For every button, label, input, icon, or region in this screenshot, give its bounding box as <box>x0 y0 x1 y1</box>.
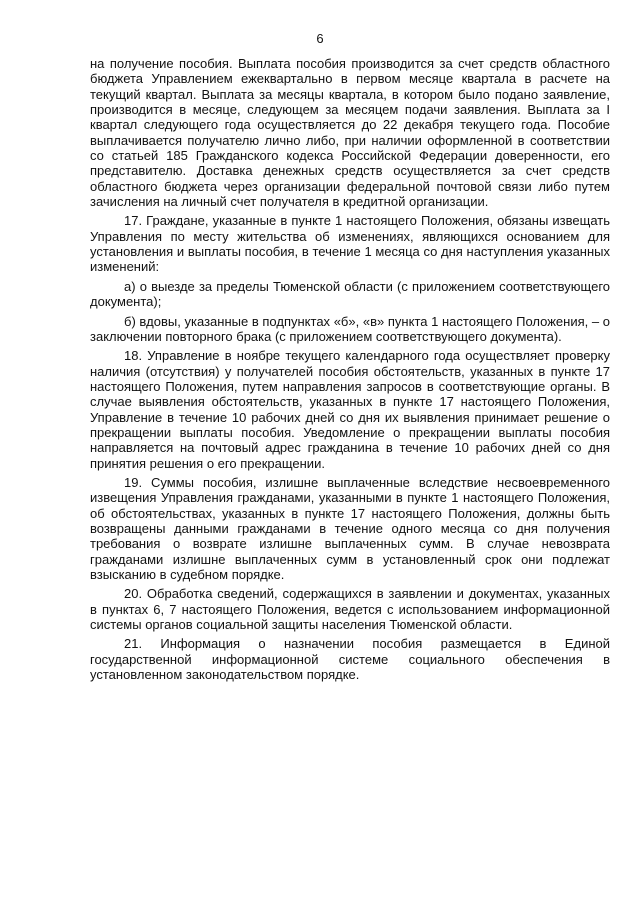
paragraph-21: 21. Информация о назначении пособия размещается в Единой государственной информационной системе социального обеспечения в установленном законодательством порядке. <box>90 636 610 683</box>
paragraph-17-b: б) вдовы, указанные в подпунктах «б», «в» пункта 1 настоящего Положения, – о заключении повторного брака (с приложением соответствующего документа). <box>90 313 610 344</box>
page-number: 6 <box>316 31 324 46</box>
paragraph-16-continuation: на получение пособия. Выплата пособия производится за счет средств областного бюджета Управлением ежеквартально в первом месяце квартала в расчете на текущий квартал. Выплата за месяцы квартала, в котором было подано заявление, производится в месяце, следующем за месяцем подачи заявления. Выплата за I квартал следующего года осуществляется до 22 декабря текущего года. Пособие выплачивается получателю лично либо, при наличии оформленной в соответствии со статьей 185 Гражданского кодекса Российской Федерации доверенности, его представителю. Доставка денежных средств осуществляется за счет средств областного бюджета через организации федеральной почтовой связи либо путем зачисления на личный счет получателя в кредитной организации. <box>90 56 610 210</box>
paragraph-17-a: а) о выезде за пределы Тюменской области (с приложением соответствующего документа); <box>90 278 610 310</box>
paragraph-17: 17. Граждане, указанные в пункте 1 настоящего Положения, обязаны извещать Управления по месту жительства об изменениях, являющихся основанием для установления и выплаты пособия, в течение 1 месяца со дня наступления указанных изменений: <box>90 213 610 275</box>
paragraph-20: 20. Обработка сведений, содержащихся в заявлении и документах, указанных в пунктах 6, 7 настоящего Положения, ведется с использованием информационной системы органов социальной защиты населения Тюменской области. <box>90 586 610 633</box>
paragraph-19: 19. Суммы пособия, излишне выплаченные вследствие несвоевременного извещения Управления гражданами, указанными в пункте 1 настоящего Положения, об обстоятельствах, указанных в пункте 17 настоящего Положения, должны быть возвращены данными гражданами в течение одного месяца со дня получения требования о возврате излишне выплаченных сумм. В случае невозврата гражданами излишне выплаченных сумм в установленный срок они подлежат взысканию в судебном порядке. <box>90 474 610 582</box>
paragraph-18: 18. Управление в ноябре текущего календарного года осуществляет проверку наличия (отсутствия) у получателей пособия обстоятельств, указанных в пункте 17 настоящего Положения, путем направления запросов в соответствующие органы. В случае выявления обстоятельств, указанных в пункте 17 настоящего Положения, Управление в течение 10 рабочих дней со дня их выявления принимает решение о прекращении выплаты пособия. Уведомление о прекращении выплаты пособия направляется на почтовый адрес гражданина в течение 10 рабочих дней со дня принятия решения о его прекращении. <box>90 348 610 471</box>
document-body <box>90 56 610 686</box>
